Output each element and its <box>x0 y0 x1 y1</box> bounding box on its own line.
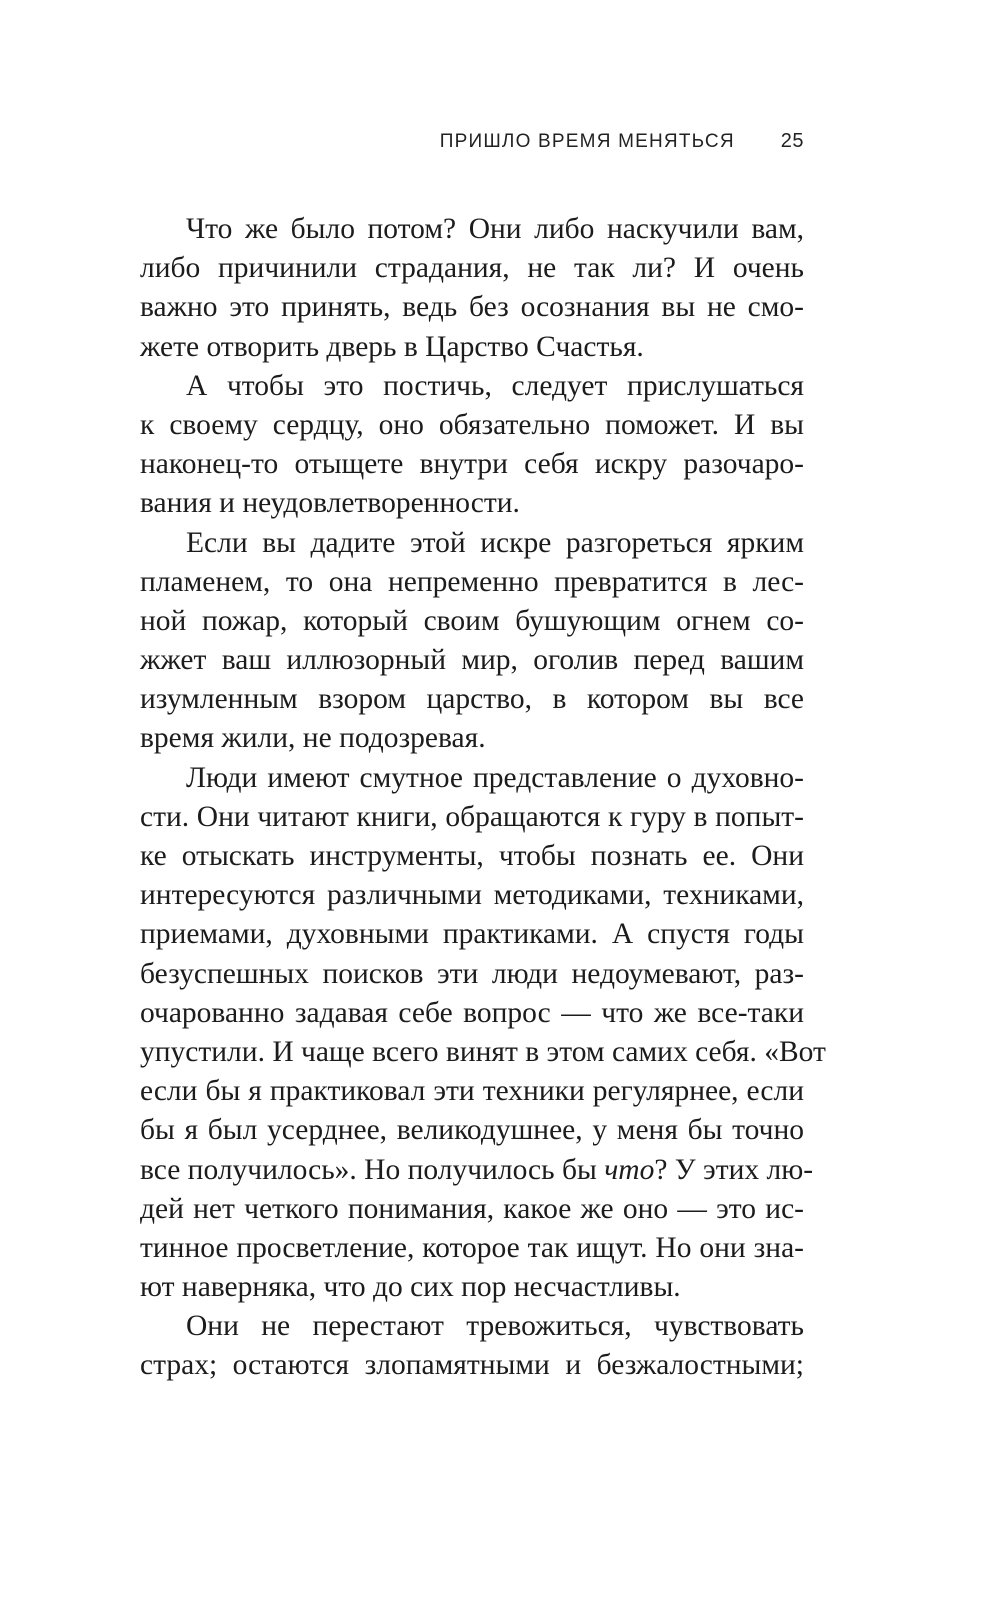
text-line: сти. Они читают книги, обращаются к гуру в попыт- <box>140 800 804 833</box>
text-line: ют наверняка, что до сих пор несчастливы. <box>140 1271 681 1304</box>
text-line: ной пожар, который своим бушующим огнем со- <box>140 604 804 637</box>
text-line: очарованно задавая себе вопрос — что же все-таки <box>140 996 804 1029</box>
text-run: ? У этих лю- <box>654 1153 814 1186</box>
running-title: ПРИШЛО ВРЕМЯ МЕНЯТЬСЯ <box>439 131 735 152</box>
text-line: Если вы дадите этой искре разгореться ярким <box>186 526 804 559</box>
body-text <box>140 210 826 1386</box>
text-line: жете отворить дверь в Царство Счастья. <box>140 330 644 363</box>
text-line: Люди имеют смутное представление о духовно- <box>186 761 804 794</box>
text-line: Что же было потом? Они либо наскучили вам, <box>186 213 804 245</box>
text-line: к своему сердцу, оно обязательно поможет. И вы <box>140 408 804 441</box>
paragraph <box>140 759 826 1308</box>
paragraph <box>140 524 804 759</box>
text-line: ке отыскать инструменты, чтобы познать ее. Они <box>140 840 804 872</box>
paragraph <box>140 1307 804 1385</box>
text-line: упустили. И чаще всего винят в этом самих себя. «Вот <box>140 1035 826 1068</box>
text-line: тинное просветление, которое так ищут. Но они зна- <box>140 1231 804 1264</box>
text-line: наконец-то отыщете внутри себя искру разочаро- <box>140 448 804 481</box>
text-line: пламенем, то она непременно превратится в лес- <box>140 565 804 598</box>
text-line: время жили, не подозревая. <box>140 722 486 755</box>
text-line: А чтобы это постичь, следует прислушаться <box>186 369 804 402</box>
text-line: интересуются различными методиками, техниками, <box>140 879 804 912</box>
text-line: приемами, духовными практиками. А спустя годы <box>140 918 804 951</box>
page-number: 25 <box>780 130 804 152</box>
text-line: дей нет четкого понимания, какое же оно — это ис- <box>140 1192 804 1225</box>
text-line: изумленным взором царство, в котором вы все <box>140 683 804 716</box>
text-line: страх; остаются злопамятными и безжалостными; <box>140 1349 804 1382</box>
paragraph <box>140 367 804 524</box>
text-run: все получилось». Но получилось бы <box>140 1153 605 1186</box>
text-line: безуспешных поисков эти люди недоумевают, раз- <box>140 957 804 990</box>
paragraph <box>140 210 804 367</box>
text-line: либо причинили страдания, не так ли? И очень <box>140 252 804 285</box>
text-line: вания и неудовлетворенности. <box>140 487 520 520</box>
text-line: бы я был усерднее, великодушнее, у меня бы точно <box>140 1114 804 1147</box>
italic-word: что <box>604 1153 655 1186</box>
text-line: Они не перестают тревожиться, чувствовать <box>186 1310 804 1343</box>
text-line: жжет ваш иллюзорный мир, оголив перед вашим <box>140 644 804 677</box>
running-head <box>140 130 804 153</box>
text-line: если бы я практиковал эти техники регулярнее, если <box>140 1075 804 1108</box>
text-line: важно это принять, ведь без осознания вы не смо- <box>140 291 804 324</box>
text-line-with-italic <box>140 1151 814 1190</box>
